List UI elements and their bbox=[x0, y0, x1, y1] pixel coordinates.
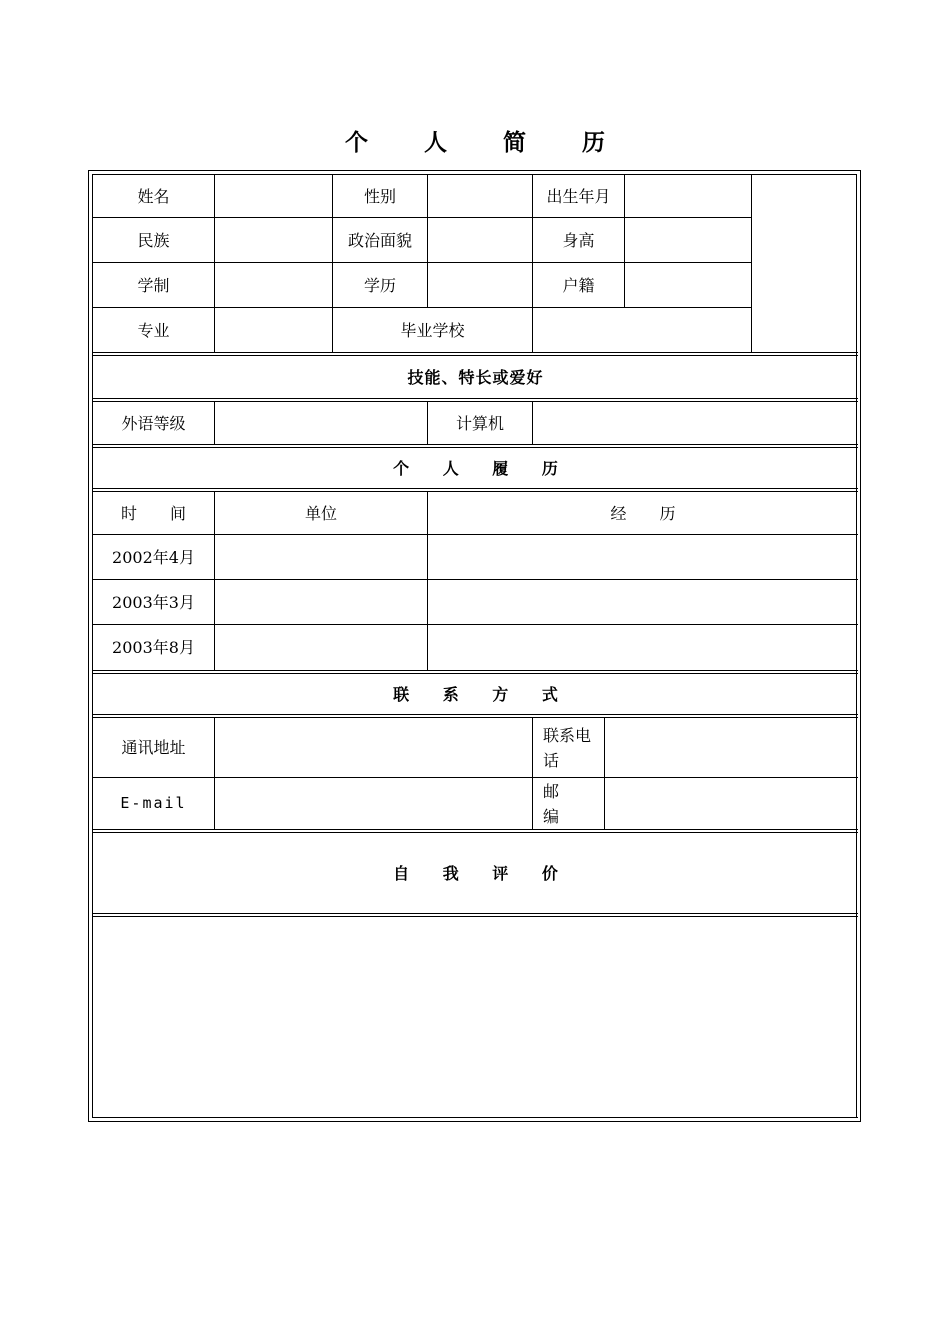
history-row-time: 2003年8月 bbox=[112, 638, 195, 657]
schooling-label: 学制 bbox=[137, 275, 170, 295]
hukou-field[interactable] bbox=[625, 263, 751, 307]
height-field[interactable] bbox=[625, 218, 751, 262]
gender-field[interactable] bbox=[428, 175, 532, 217]
history-col-experience: 经 历 bbox=[610, 503, 690, 523]
school-field[interactable] bbox=[533, 308, 751, 352]
history-row-unit-field[interactable] bbox=[215, 580, 427, 624]
history-row-time: 2002年4月 bbox=[112, 547, 195, 567]
major-field[interactable] bbox=[215, 308, 332, 352]
political-status-label: 政治面貌 bbox=[347, 230, 412, 250]
address-field[interactable] bbox=[215, 718, 532, 777]
height-label: 身高 bbox=[562, 230, 595, 250]
history-row-unit-field[interactable] bbox=[215, 535, 427, 579]
phone-label: 联系电话 bbox=[543, 725, 592, 770]
education-label: 学历 bbox=[363, 275, 396, 295]
name-label: 姓名 bbox=[137, 186, 170, 206]
birth-label: 出生年月 bbox=[546, 186, 611, 206]
computer-field[interactable] bbox=[533, 402, 858, 444]
history-heading: 个 人 履 历 bbox=[393, 458, 572, 478]
schooling-field[interactable] bbox=[215, 263, 332, 307]
contact-heading: 联 系 方 式 bbox=[393, 684, 572, 704]
phone-field[interactable] bbox=[605, 718, 858, 777]
language-level-label: 外语等级 bbox=[121, 413, 186, 433]
language-level-field[interactable] bbox=[215, 402, 427, 444]
zip-field[interactable] bbox=[605, 778, 858, 829]
history-row-experience-field[interactable] bbox=[428, 625, 858, 670]
email-field[interactable] bbox=[215, 778, 532, 829]
page-title: 个 人 简 历 bbox=[344, 129, 630, 156]
resume-form-inner-border bbox=[92, 174, 857, 1118]
ethnicity-label: 民族 bbox=[137, 230, 170, 250]
address-label: 通讯地址 bbox=[121, 738, 186, 757]
email-label: E-mail bbox=[120, 794, 187, 812]
skills-heading: 技能、特长或爱好 bbox=[407, 367, 544, 387]
computer-label: 计算机 bbox=[455, 413, 504, 433]
education-field[interactable] bbox=[428, 263, 532, 307]
zip-label: 邮编 bbox=[543, 781, 560, 826]
history-row-time: 2003年3月 bbox=[112, 592, 195, 612]
birth-field[interactable] bbox=[625, 175, 751, 217]
gender-label: 性别 bbox=[363, 186, 396, 206]
ethnicity-field[interactable] bbox=[215, 218, 332, 262]
major-label: 专业 bbox=[137, 320, 170, 340]
history-col-time: 时 间 bbox=[120, 503, 201, 523]
history-row-experience-field[interactable] bbox=[428, 580, 858, 624]
history-col-unit: 单位 bbox=[304, 503, 337, 523]
resume-form bbox=[88, 170, 861, 1122]
history-row-experience-field[interactable] bbox=[428, 535, 858, 579]
name-field[interactable] bbox=[215, 175, 332, 217]
self-evaluation-field[interactable] bbox=[93, 917, 858, 1117]
school-label: 毕业学校 bbox=[400, 320, 465, 340]
self-evaluation-heading: 自 我 评 价 bbox=[393, 863, 572, 883]
hukou-label: 户籍 bbox=[562, 275, 595, 295]
history-row-unit-field[interactable] bbox=[215, 625, 427, 670]
photo-area[interactable] bbox=[752, 175, 858, 352]
political-status-field[interactable] bbox=[428, 218, 532, 262]
